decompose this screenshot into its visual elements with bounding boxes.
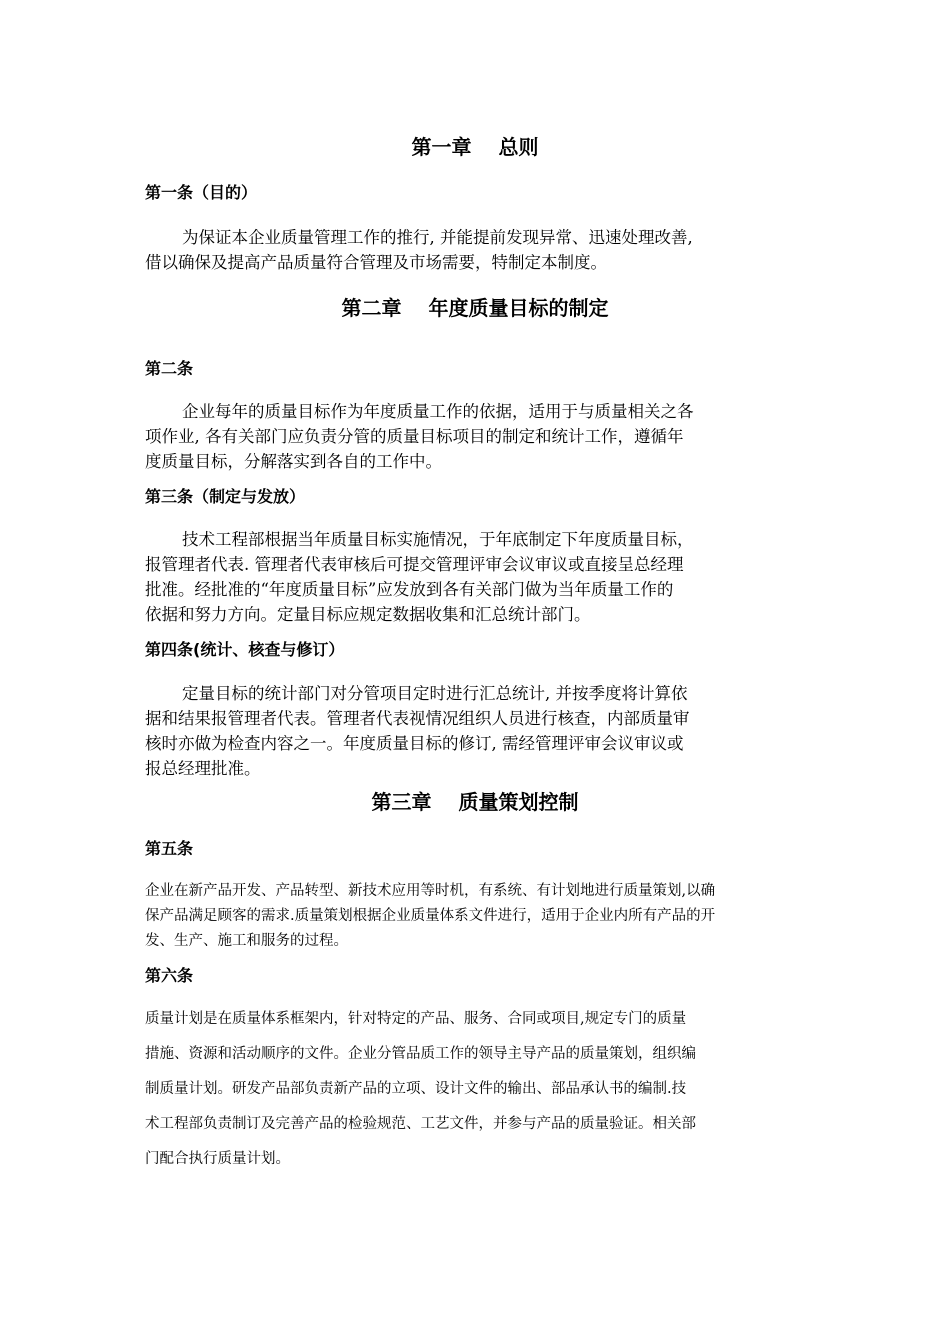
article-1-line-2: 借以确保及提高产品质量符合管理及市场需要，特制定本制度。 xyxy=(145,253,607,272)
article-6-body xyxy=(145,1002,785,1177)
article-1-line-1: 为保证本企业质量管理工作的推行, 并能提前发现异常、迅速处理改善, xyxy=(182,228,693,247)
article-3-body xyxy=(145,527,785,627)
article-3-line-3: 批准。经批准的“年度质量目标”应发放到各有关部门做为当年质量工作的 xyxy=(145,580,674,599)
article-4-line-4: 报总经理批准。 xyxy=(145,759,261,778)
chapter-2-title: 第二章 年度质量目标的制定 xyxy=(341,296,609,320)
article-2-heading: 第二条 xyxy=(145,359,194,378)
article-2-line-2: 项作业, 各有关部门应负责分管的质量目标项目的制定和统计工作，遵循年 xyxy=(145,427,684,446)
article-6-heading: 第六条 xyxy=(145,966,194,985)
article-2-line-3: 度质量目标，分解落实到各自的工作中。 xyxy=(145,452,442,471)
article-2-body xyxy=(145,399,785,474)
article-6-line-3: 制质量计划。研发产品部负责新产品的立项、设计文件的输出、部品承认书的编制.技 xyxy=(145,1081,687,1097)
article-5-body xyxy=(145,879,810,954)
article-2-line-1: 企业每年的质量目标作为年度质量工作的依据，适用于与质量相关之各 xyxy=(182,402,694,421)
article-3-line-4: 依据和努力方向。定量目标应规定数据收集和汇总统计部门。 xyxy=(145,605,591,624)
article-3-line-1: 技术工程部根据当年质量目标实施情况，于年底制定下年度质量目标， xyxy=(182,530,694,549)
article-4-line-2: 据和结果报管理者代表。管理者代表视情况组织人员进行核查，内部质量审 xyxy=(145,709,690,728)
article-4-line-1: 定量目标的统计部门对分管项目定时进行汇总统计, 并按季度将计算依 xyxy=(182,684,688,703)
article-6-line-2: 措施、资源和活动顺序的文件。企业分管品质工作的领导主导产品的质量策划，组织编 xyxy=(145,1046,696,1062)
article-5-line-2: 保产品满足顾客的需求.质量策划根据企业质量体系文件进行，适用于企业内所有产品的开 xyxy=(145,908,716,924)
article-1-body xyxy=(145,225,785,275)
article-4-line-3: 核时亦做为检查内容之一。年度质量目标的修订, 需经管理评审会议审议或 xyxy=(145,734,684,753)
article-4-body xyxy=(145,681,785,781)
article-6-line-1: 质量计划是在质量体系框架内，针对特定的产品、服务、合同或项目,规定专门的质量 xyxy=(145,1011,687,1027)
chapter-1-title: 第一章 总则 xyxy=(411,135,539,159)
article-5-line-1: 企业在新产品开发、产品转型、新技术应用等时机，有系统、有计划地进行质量策划,以确 xyxy=(145,883,716,899)
article-3-line-2: 报管理者代表. 管理者代表审核后可提交管理评审会议审议或直接呈总经理 xyxy=(145,555,684,574)
article-1-heading: 第一条（目的） xyxy=(145,183,258,202)
article-5-line-3: 发、生产、施工和服务的过程。 xyxy=(145,933,348,949)
article-3-heading: 第三条（制定与发放） xyxy=(145,487,306,506)
chapter-3-title: 第三章 质量策划控制 xyxy=(371,790,579,814)
article-4-heading: 第四条(统计、核查与修订） xyxy=(145,640,345,659)
article-6-line-4: 术工程部负责制订及完善产品的检验规范、工艺文件，并参与产品的质量验证。相关部 xyxy=(145,1116,696,1132)
article-6-line-5: 门配合执行质量计划。 xyxy=(145,1151,290,1167)
article-5-heading: 第五条 xyxy=(145,839,194,858)
